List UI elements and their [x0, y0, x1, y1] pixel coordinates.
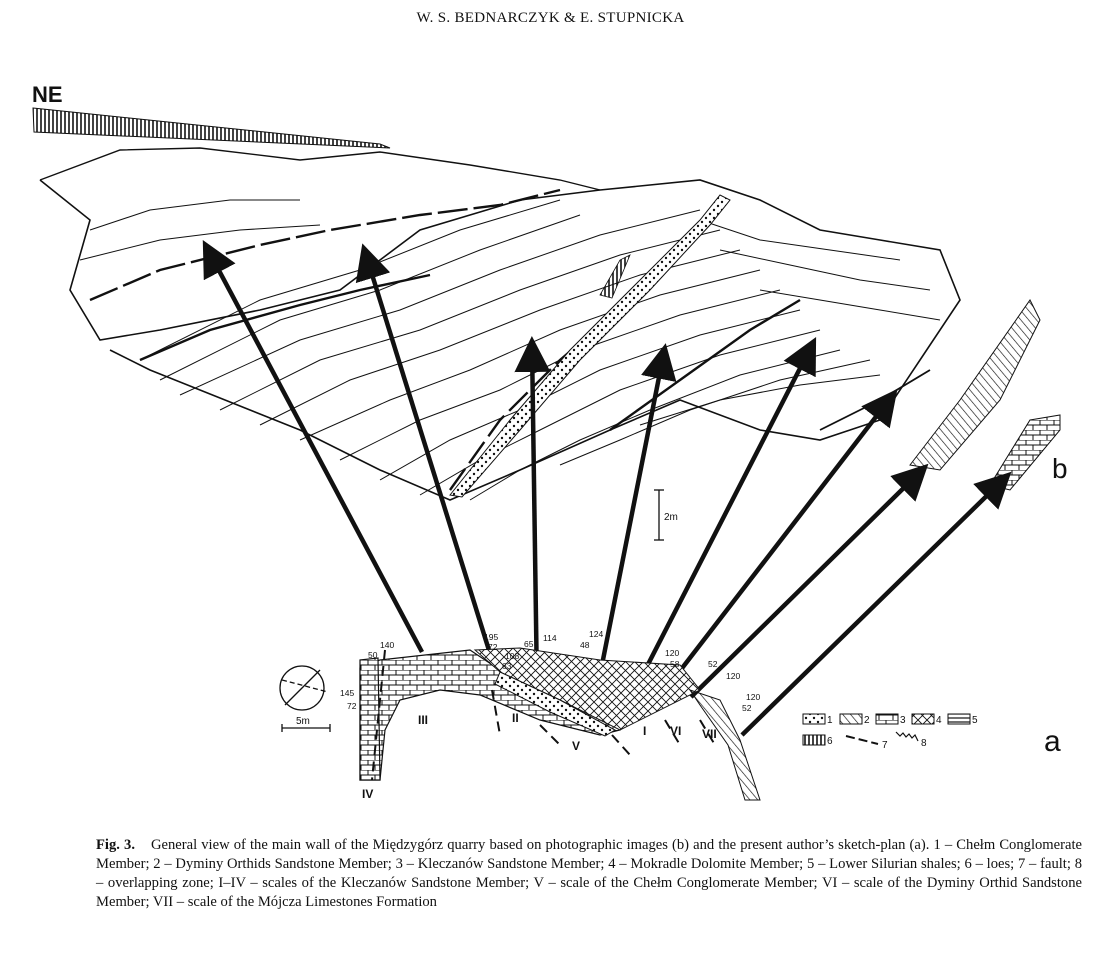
running-head: W. S. BEDNARCZYK & E. STUPNICKA [416, 10, 685, 26]
svg-text:VII: VII [702, 727, 717, 741]
svg-text:7: 7 [882, 740, 888, 751]
svg-text:6: 6 [827, 736, 833, 747]
svg-text:52: 52 [742, 703, 752, 713]
svg-text:5: 5 [972, 715, 978, 726]
svg-text:140: 140 [380, 640, 395, 650]
legend [803, 714, 978, 751]
svg-text:50: 50 [368, 650, 378, 660]
figure-number: Fig. 3. [96, 837, 135, 853]
svg-text:1: 1 [827, 715, 833, 726]
svg-text:V: V [572, 739, 581, 753]
orientation-label: NE [32, 82, 63, 107]
sketch-plan [280, 648, 760, 800]
panel-a-label: a [1044, 725, 1061, 758]
svg-text:120: 120 [726, 671, 741, 681]
svg-text:3: 3 [900, 715, 906, 726]
svg-text:VI: VI [670, 724, 682, 738]
caption-text: General view of the main wall of the Międzygórz quarry based on photographic images (b) and the present author’s sketch-plan (a). 1 – Chełm Conglomerate Member; 2 – Dyminy Orthids Sandstone Member; 3 – Kleczanów Sandstone Member; 4 – Mokradle Dolomite Member; 5 – Lower Silurian shales; 6 – loes; 7 – fault; 8 – overlapping zone; I–IV – scales of the Kleczanów Sandstone Member; V – scale of the Chełm Conglomerate Member; VI – scale of the Dyminy Orthid Sandstone Member; VII – scale of the Mójcza Limestones Formation [96, 837, 1082, 910]
svg-text:II: II [512, 711, 519, 725]
svg-text:8: 8 [921, 738, 927, 749]
svg-text:2: 2 [864, 715, 870, 726]
svg-text:65: 65 [524, 639, 534, 649]
panel-b-label: b [1052, 453, 1068, 484]
svg-text:48: 48 [580, 640, 590, 650]
svg-text:145: 145 [340, 688, 355, 698]
svg-text:195: 195 [484, 632, 499, 642]
svg-text:120: 120 [665, 648, 680, 658]
svg-text:108: 108 [505, 651, 520, 661]
scale-bar-a-label: 5m [296, 716, 310, 727]
svg-text:63: 63 [502, 661, 512, 671]
svg-text:III: III [418, 713, 429, 727]
svg-text:114: 114 [543, 633, 557, 643]
svg-text:72: 72 [488, 642, 498, 652]
conglomerate-band [450, 195, 730, 497]
svg-text:IV: IV [362, 787, 374, 801]
scale-bar-b [654, 490, 678, 540]
svg-text:72: 72 [347, 701, 357, 711]
svg-text:52: 52 [708, 659, 718, 669]
svg-text:2m: 2m [664, 512, 678, 523]
svg-text:4: 4 [936, 715, 942, 726]
roman-scale-labels [362, 711, 717, 801]
svg-text:124: 124 [589, 629, 604, 639]
svg-text:120: 120 [746, 692, 761, 702]
svg-text:58: 58 [670, 659, 680, 669]
svg-text:I: I [643, 724, 647, 738]
loess-top-band [33, 108, 390, 148]
figure-caption [96, 836, 1082, 912]
